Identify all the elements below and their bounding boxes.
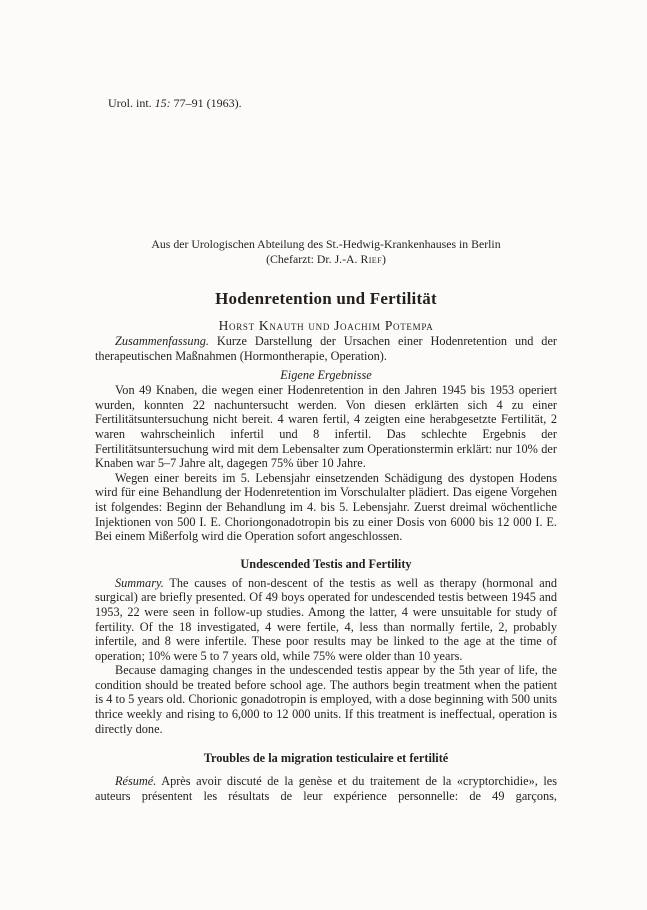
german-abstract-label: Zusammenfassung. — [115, 334, 209, 348]
french-resume — [95, 774, 557, 803]
journal-citation — [108, 96, 557, 111]
french-resume-text: Après avoir discuté de la genèse et du traitement de la «cryptorchidie», les auteurs présentent les résultats de leur expérience personnelle: de 49 garçons, — [95, 774, 557, 803]
page-content — [95, 0, 557, 803]
citation-volume: 15: — [154, 96, 171, 110]
english-summary-text: The causes of non-descent of the testis as well as therapy (hormonal and surgical) are briefly presented. Of 49 boys operated for undescended testis between 1945 and 1953, 22 were seen in follow-up studies. Among the latter, 4 were unsuitable for study of fertility. Of the 18 investigated, 4 were fertile, 4, less than normally fertile, 2, probably infertile, and 8 were infertile. These poor results may be linked to the age at the time of operation; 10% were 5 to 7 years old, while 75% were older than 10 years. — [95, 575, 558, 663]
citation-pages: 77–91 (1963). — [170, 96, 242, 110]
authors-line: Horst Knauth und Joachim Potempa — [218, 318, 434, 333]
affiliation-line-2 — [95, 252, 557, 267]
english-summary-label: Summary. — [115, 575, 164, 590]
affiliation-line-1: Aus der Urologischen Abteilung des St.-Hedwig-Krankenhauses in Berlin — [151, 237, 501, 251]
section-heading-eigene-ergebnisse: Eigene Ergebnisse — [280, 368, 372, 383]
english-paragraph-2: Because damaging changes in the undescended testis appear by the 5th year of life, the condition should be treated before school age. The authors begin treatment when the patient is 4 to 5 years old. Chorionic gonadotropin is employed, with a dose beginning with 500 units thrice weekly and rising to 6,000 to 12 000 units. If this treatment is ineffectual, operation is directly done. — [95, 663, 557, 736]
french-section-heading: Troubles de la migration testiculaire et fertilité — [203, 751, 449, 766]
german-results-paragraph-1: Von 49 Knaben, die wegen einer Hodenretention in den Jahren 1945 bis 1953 operiert wurden, konnten 22 nachuntersucht werden. Von diesen erklärten sich 4 zu einer Fertilitätsuntersuchung nicht bereit. 4 waren fertil, 4 zeigten eine herabgesetzte Fertilität, 2 waren wahrscheinlich infertil und 8 infertil. Das schlechte Ergebnis der Fertilitätsuntersuchung wird mit dem Lebensalter zum Operationstermin erklärt: nur 10% der Knaben war 5–7 Jahre alt, dagegen 75% über 10 Jahre. — [95, 383, 557, 471]
german-abstract-text: Kurze Darstellung der Ursachen einer Hodenretention und der therapeutischen Maßnahmen (Hormontherapie, Operation). — [95, 334, 558, 363]
english-summary — [95, 576, 557, 664]
german-abstract — [95, 334, 557, 363]
citation-journal: Urol. int. — [108, 96, 155, 110]
chefarzt-prefix: (Chefarzt: Dr. J.-A. — [266, 252, 358, 266]
chefarzt-suffix: ) — [381, 252, 386, 266]
french-resume-label: Résumé. — [115, 774, 157, 789]
chefarzt-name: Rief — [360, 252, 382, 266]
german-results-paragraph-2: Wegen einer bereits im 5. Lebensjahr einsetzenden Schädigung des dystopen Hodens wird für eine Behandlung der Hodenretention im Vorschulalter plädiert. Das eigene Vorgehen ist folgendes: Beginn der Behandlung im 4. bis 5. Lebensjahr. Zuerst dreimal wöchentliche Injektionen von 500 I. E. Choriongonadotropin bis zu einer Dosis von 6000 bis 12 000 I. E. Bei einem Mißerfolg wird die Operation sofort angeschlossen. — [95, 470, 557, 544]
english-section-heading: Undescended Testis and Fertility — [240, 556, 412, 571]
paper-title: Hodenretention und Fertilität — [215, 289, 437, 308]
